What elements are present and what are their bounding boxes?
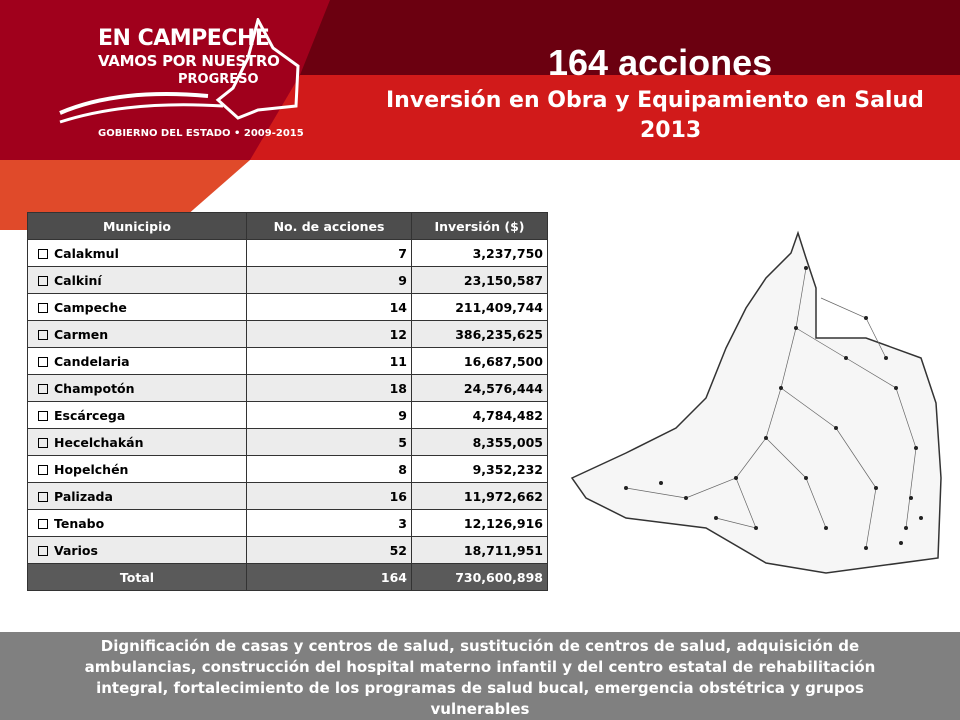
investment-table — [27, 212, 548, 591]
column-header: Inversión ($) — [412, 213, 548, 240]
acciones-cell: 16 — [247, 483, 412, 510]
inversion-cell: 4,784,482 — [412, 402, 548, 429]
municipio-name: Campeche — [54, 299, 127, 315]
municipio-cell — [28, 348, 247, 375]
footer-description — [0, 632, 960, 720]
total-row — [28, 564, 548, 591]
acciones-cell: 11 — [247, 348, 412, 375]
page-subtitle: Inversión en Obra y Equipamiento en Salud — [386, 88, 924, 113]
inversion-cell: 8,355,005 — [412, 429, 548, 456]
municipio-cell — [28, 537, 247, 564]
municipio-cell — [28, 294, 247, 321]
municipio-name: Hecelchakán — [54, 434, 144, 450]
table-row — [28, 240, 548, 267]
table-row — [28, 375, 548, 402]
inversion-cell: 24,576,444 — [412, 375, 548, 402]
total-label: Total — [28, 564, 247, 591]
municipio-name: Hopelchén — [54, 461, 129, 477]
page-year: 2013 — [640, 118, 702, 143]
table-row — [28, 456, 548, 483]
municipio-cell — [28, 375, 247, 402]
checkbox-bullet-icon — [38, 519, 48, 529]
page-title: 164 acciones — [548, 42, 773, 83]
inversion-cell: 9,352,232 — [412, 456, 548, 483]
municipio-cell — [28, 240, 247, 267]
acciones-cell: 14 — [247, 294, 412, 321]
table-row — [28, 429, 548, 456]
inversion-cell: 11,972,662 — [412, 483, 548, 510]
table-header-row — [28, 213, 548, 240]
logo-line3: PROGRESO — [178, 72, 259, 87]
municipio-name: Palizada — [54, 488, 113, 504]
acciones-cell: 9 — [247, 402, 412, 429]
municipio-name: Varios — [54, 542, 98, 558]
municipio-cell — [28, 456, 247, 483]
acciones-cell: 7 — [247, 240, 412, 267]
checkbox-bullet-icon — [38, 249, 48, 259]
inversion-cell: 18,711,951 — [412, 537, 548, 564]
municipio-cell — [28, 429, 247, 456]
municipio-cell — [28, 402, 247, 429]
checkbox-bullet-icon — [38, 330, 48, 340]
table-row — [28, 402, 548, 429]
checkbox-bullet-icon — [38, 465, 48, 475]
table-row — [28, 321, 548, 348]
inversion-cell: 16,687,500 — [412, 348, 548, 375]
acciones-cell: 12 — [247, 321, 412, 348]
acciones-cell: 8 — [247, 456, 412, 483]
checkbox-bullet-icon — [38, 384, 48, 394]
logo-line2: VAMOS POR NUESTRO — [98, 52, 280, 70]
table-row — [28, 348, 548, 375]
checkbox-bullet-icon — [38, 546, 48, 556]
municipio-name: Escárcega — [54, 407, 126, 423]
campeche-map-image — [566, 228, 946, 598]
checkbox-bullet-icon — [38, 411, 48, 421]
municipio-name: Champotón — [54, 380, 135, 396]
inversion-cell: 386,235,625 — [412, 321, 548, 348]
checkbox-bullet-icon — [38, 438, 48, 448]
checkbox-bullet-icon — [38, 492, 48, 502]
column-header: No. de acciones — [247, 213, 412, 240]
municipio-name: Candelaria — [54, 353, 130, 369]
inversion-cell: 23,150,587 — [412, 267, 548, 294]
inversion-cell: 3,237,750 — [412, 240, 548, 267]
municipio-name: Calkiní — [54, 272, 102, 288]
logo-tagline: GOBIERNO DEL ESTADO • 2009-2015 — [98, 128, 304, 139]
table-row — [28, 483, 548, 510]
acciones-cell: 9 — [247, 267, 412, 294]
acciones-cell: 52 — [247, 537, 412, 564]
checkbox-bullet-icon — [38, 276, 48, 286]
acciones-cell: 18 — [247, 375, 412, 402]
logo-title: EN CAMPECHE — [98, 26, 270, 51]
table-row — [28, 267, 548, 294]
municipio-cell — [28, 321, 247, 348]
table-row — [28, 294, 548, 321]
total-inversion: 730,600,898 — [412, 564, 548, 591]
acciones-cell: 5 — [247, 429, 412, 456]
footer-text: Dignificación de casas y centros de salud, sustitución de centros de salud, adquisición de ambulancias, construcción del hospital materno infantil y del centro estatal de rehabilitación integral, fortalecimiento de los programas de salud bucal, emergencia obstétrica y grupos vulnerables — [84, 637, 876, 718]
table-row — [28, 537, 548, 564]
checkbox-bullet-icon — [38, 303, 48, 313]
municipio-name: Tenabo — [54, 515, 105, 531]
municipio-cell — [28, 510, 247, 537]
checkbox-bullet-icon — [38, 357, 48, 367]
table-row — [28, 510, 548, 537]
inversion-cell: 211,409,744 — [412, 294, 548, 321]
municipio-name: Carmen — [54, 326, 109, 342]
acciones-cell: 3 — [247, 510, 412, 537]
municipio-cell — [28, 483, 247, 510]
total-acciones: 164 — [247, 564, 412, 591]
municipio-name: Calakmul — [54, 245, 119, 261]
municipio-cell — [28, 267, 247, 294]
column-header: Municipio — [28, 213, 247, 240]
inversion-cell: 12,126,916 — [412, 510, 548, 537]
